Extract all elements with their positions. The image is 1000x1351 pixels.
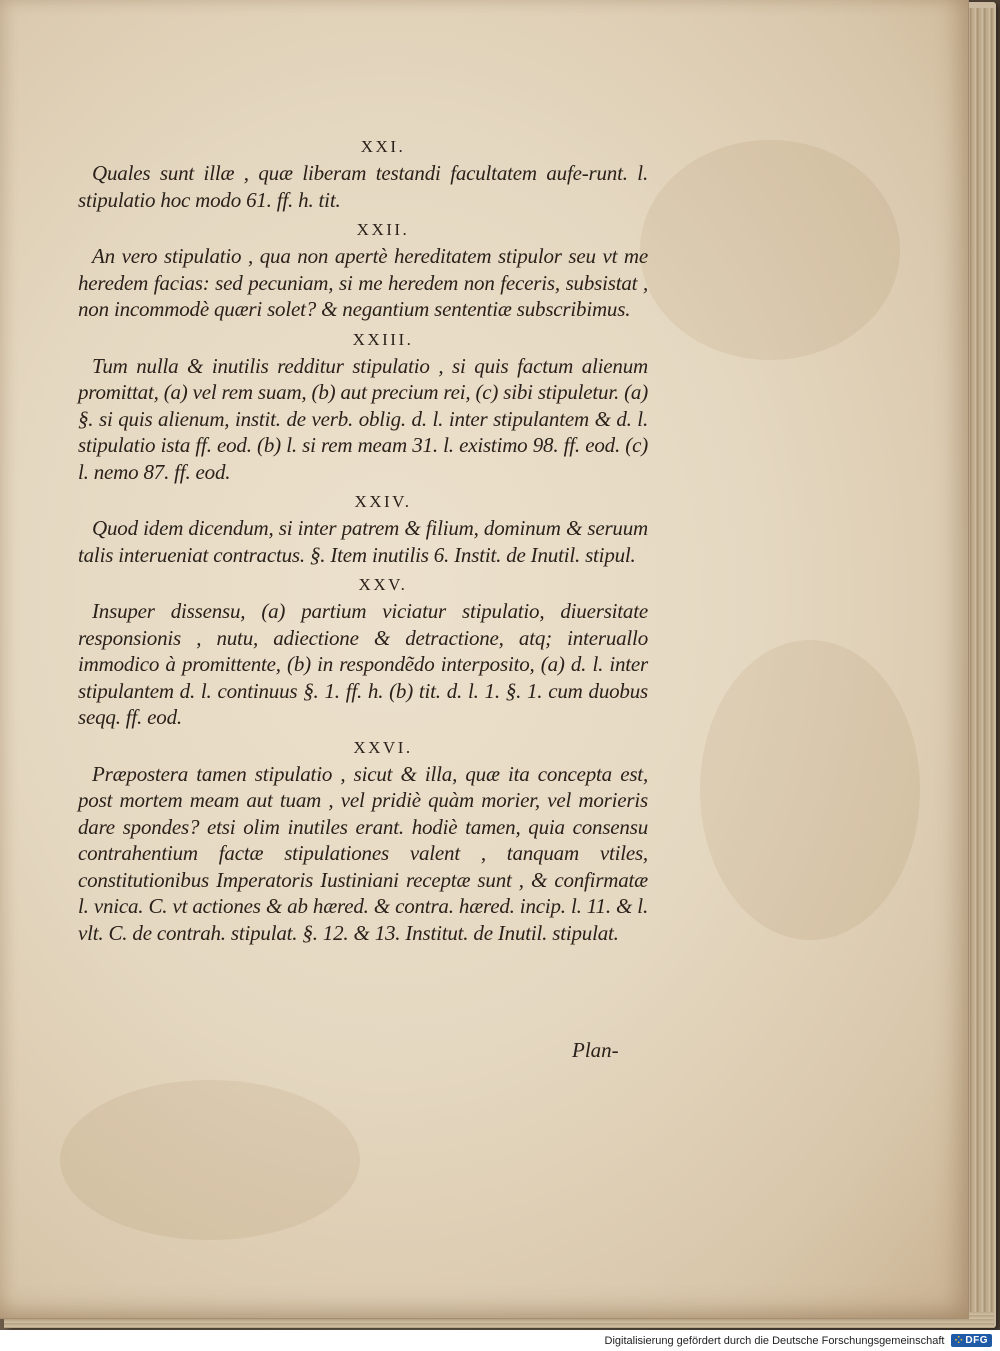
- section-numeral: XXV.: [358, 575, 408, 594]
- section-paragraph: Præpostera tamen stipulatio , sicut & illa, quæ ita concepta est, post mortem meam aut tuam , vel pridiè quàm morier, vel morieris dare spondes? etsi olim inutiles erant. hodiè tamen, quia consensu contrahentium factæ stipulationes valent , tanquam vtiles, constitutionibus Imperatoris Iustiniani receptæ sunt , & confirmatæ l. vnica. C. vt actiones & ab hæred. & contra. hæred. incip. l. 11. & l. vlt. C. de contrah. stipulat. §. 12. & 13. Institut. de Inutil. stipulat.: [78, 761, 648, 945]
- dfg-logo-text: DFG: [965, 1335, 988, 1346]
- section-paragraph: Tum nulla & inutilis redditur stipulatio , si quis factum alienum promittat, (a) vel rem suam, (b) aut precium rei, (c) sibi stipuletur. (a) §. si quis alienum, instit. de verb. oblig. d. l. inter stipulantem & d. l. stipulatio ista ff. eod. (b) l. si rem meam 31. l. existimo 98. ff. eod. (c) l. nemo 87. ff. eod.: [78, 353, 648, 484]
- section-numeral: XXII.: [356, 220, 410, 239]
- catchword: Plan-: [572, 1038, 619, 1062]
- paper-stain: [700, 640, 920, 940]
- section-paragraph: Quod idem dicendum, si inter patrem & filium, dominum & seruum talis interueniat contractus. §. Item inutilis 6. Instit. de Inutil. stipul.: [78, 516, 648, 567]
- section-paragraph: An vero stipulatio , qua non apertè hereditatem stipulor seu vt me heredem facias: sed pecuniam, si me heredem non feceris, subsistat , non incommodè quæri solet? & negantium sententiæ subscribimus.: [78, 244, 648, 321]
- section-numeral: XXIV.: [354, 492, 412, 511]
- page-text: [78, 130, 648, 946]
- paper-stain: [640, 140, 900, 360]
- page-edge-stack: [966, 8, 994, 1320]
- section-numeral: XXVI.: [353, 737, 413, 757]
- section-numeral: XXI.: [360, 137, 406, 156]
- dfg-logo-icon: ⁘ DFG: [951, 1334, 993, 1347]
- section-paragraph: Quales sunt illæ , quæ liberam testandi facultatem aufe-runt. l. stipulatio hoc modo 61. ff. h. tit.: [78, 161, 648, 212]
- digitization-footer: [0, 1330, 1000, 1351]
- section-paragraph: Insuper dissensu, (a) partium viciatur stipulatio, diuersitate responsionis , nutu, adiectione & detractione, atq; interuallo immodico à promittente, (b) in respondẽdo interposito, (a) d. l. inter stipulantem d. l. continuus §. 1. ff. h. (b) tit. d. l. 1. §. 1. cum duobus seqq. ff. eod.: [78, 599, 648, 729]
- paper-stain: [60, 1080, 360, 1240]
- section-numeral: XXIII.: [352, 329, 414, 349]
- footer-credit-text: Digitalisierung gefördert durch die Deutsche Forschungsgemeinschaft: [604, 1334, 945, 1347]
